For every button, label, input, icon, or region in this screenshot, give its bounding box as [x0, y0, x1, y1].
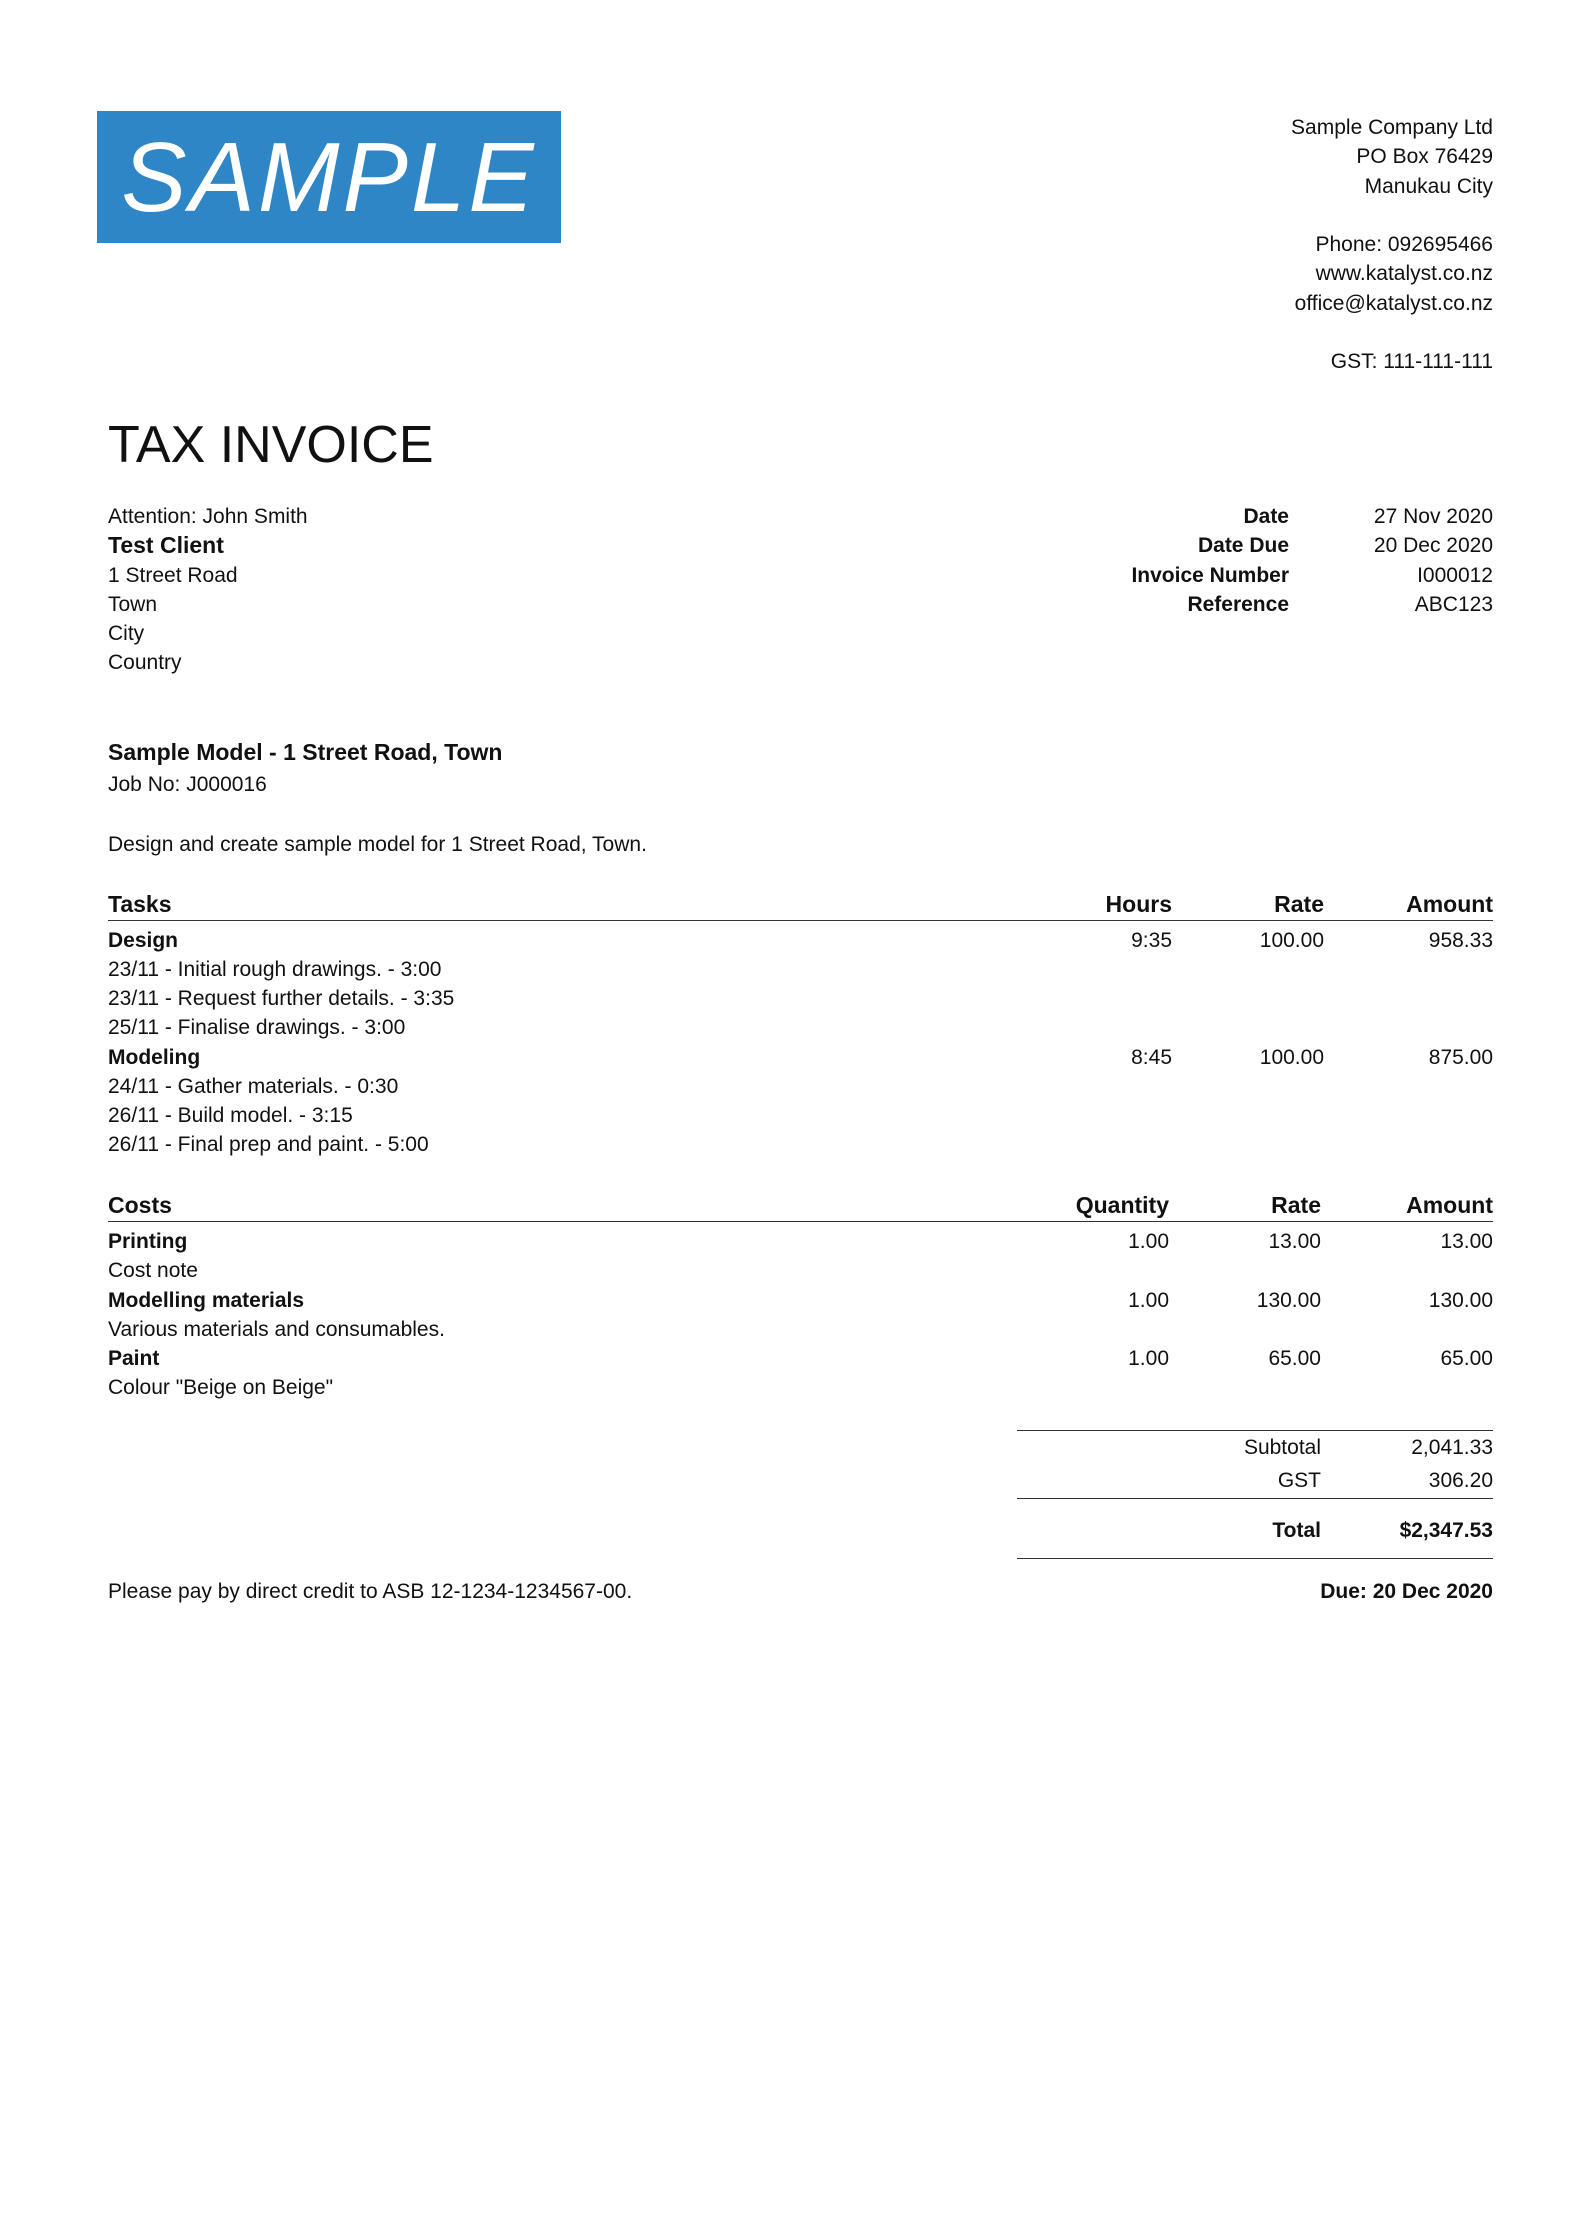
company-gst: GST: 111-111-111 [1330, 350, 1493, 374]
job-description: Design and create sample model for 1 Street Road, Town. [108, 833, 647, 856]
client-name: Test Client [108, 532, 224, 559]
total-value: $2,347.53 [1399, 1519, 1493, 1542]
payment-note: Please pay by direct credit to ASB 12-1234-1234567-00. [108, 1580, 633, 1603]
cost-quantity: 1.00 [1128, 1230, 1169, 1253]
client-address-line: City [108, 622, 145, 646]
task-rate-header: Rate [1274, 891, 1324, 917]
reference-value: ABC123 [1414, 592, 1493, 616]
cost-name: Modelling materials [108, 1289, 305, 1312]
task-rate: 100.00 [1259, 1046, 1324, 1069]
cost-rate: 13.00 [1268, 1230, 1321, 1253]
job-title: Sample Model - 1 Street Road, Town [108, 739, 503, 765]
company-details [993, 113, 1493, 377]
invoice-meta-values [1293, 502, 1493, 619]
hours-header: Hours [1105, 891, 1172, 917]
task-amount: 958.33 [1428, 929, 1493, 952]
invoice-meta-labels [989, 502, 1289, 619]
company-email: office@katalyst.co.nz [1294, 291, 1493, 315]
cost-quantity: 1.00 [1128, 1289, 1169, 1312]
task-note: 23/11 - Request further details. - 3:35 [108, 987, 455, 1010]
invoice-title: TAX INVOICE [108, 416, 434, 474]
cost-note: Cost note [108, 1259, 198, 1282]
company-phone: Phone: 092695466 [1315, 233, 1493, 257]
cost-rate: 130.00 [1256, 1289, 1321, 1312]
task-name: Design [108, 929, 179, 952]
task-hours: 9:35 [1131, 929, 1172, 952]
date-due-label: Date Due [1197, 534, 1289, 558]
gst-value: 306.20 [1428, 1469, 1493, 1492]
tasks-header: Tasks [108, 891, 172, 917]
cost-note: Colour "Beige on Beige" [108, 1376, 334, 1399]
company-name: Sample Company Ltd [1291, 116, 1493, 139]
client-address-line: Country [108, 651, 182, 675]
logo-text: SAMPLE [121, 122, 537, 232]
totals-top-divider [1017, 1430, 1493, 1431]
due-date-note: Due: 20 Dec 2020 [1320, 1580, 1493, 1603]
client-attention: Attention: John Smith [108, 505, 308, 528]
total-label: Total [1272, 1519, 1321, 1542]
task-note: 23/11 - Initial rough drawings. - 3:00 [108, 958, 442, 981]
task-note: 25/11 - Finalise drawings. - 3:00 [108, 1016, 406, 1039]
cost-name: Printing [108, 1230, 188, 1253]
cost-note: Various materials and consumables. [108, 1318, 445, 1341]
cost-amount: 65.00 [1440, 1347, 1493, 1370]
costs-divider [108, 1221, 1493, 1222]
date-label: Date [1243, 505, 1289, 528]
cost-name: Paint [108, 1347, 160, 1370]
cost-quantity: 1.00 [1128, 1347, 1169, 1370]
cost-rate: 65.00 [1268, 1347, 1321, 1370]
client-address-line: 1 Street Road [108, 563, 238, 587]
cost-amount: 13.00 [1440, 1230, 1493, 1253]
tasks-divider [108, 920, 1493, 921]
invoice-number-value: I000012 [1417, 563, 1493, 587]
task-rate: 100.00 [1259, 929, 1324, 952]
job-number: Job No: J000016 [108, 773, 267, 796]
task-amount: 875.00 [1428, 1046, 1493, 1069]
quantity-header: Quantity [1075, 1192, 1169, 1218]
company-logo [97, 111, 561, 243]
company-city: Manukau City [1364, 174, 1493, 198]
subtotal-label: Subtotal [1243, 1436, 1321, 1459]
date-due-value: 20 Dec 2020 [1373, 534, 1493, 558]
client-block [108, 502, 308, 678]
totals-mid-divider [1017, 1498, 1493, 1499]
company-website: www.katalyst.co.nz [1315, 262, 1493, 286]
cost-amount: 130.00 [1428, 1289, 1493, 1312]
company-po-box: PO Box 76429 [1356, 145, 1493, 169]
date-value: 27 Nov 2020 [1373, 505, 1493, 528]
gst-label: GST [1277, 1469, 1321, 1492]
totals-bottom-divider [1017, 1558, 1493, 1559]
task-hours: 8:45 [1131, 1046, 1172, 1069]
task-name: Modeling [108, 1046, 201, 1069]
cost-amount-header: Amount [1406, 1192, 1493, 1218]
task-note: 26/11 - Final prep and paint. - 5:00 [108, 1133, 429, 1156]
reference-label: Reference [1187, 592, 1289, 616]
client-address-line: Town [108, 592, 158, 616]
subtotal-value: 2,041.33 [1411, 1436, 1493, 1459]
costs-header: Costs [108, 1192, 172, 1218]
task-note: 24/11 - Gather materials. - 0:30 [108, 1075, 399, 1098]
invoice-number-label: Invoice Number [1131, 563, 1289, 587]
task-amount-header: Amount [1406, 891, 1493, 917]
task-note: 26/11 - Build model. - 3:15 [108, 1104, 353, 1127]
cost-rate-header: Rate [1271, 1192, 1321, 1218]
